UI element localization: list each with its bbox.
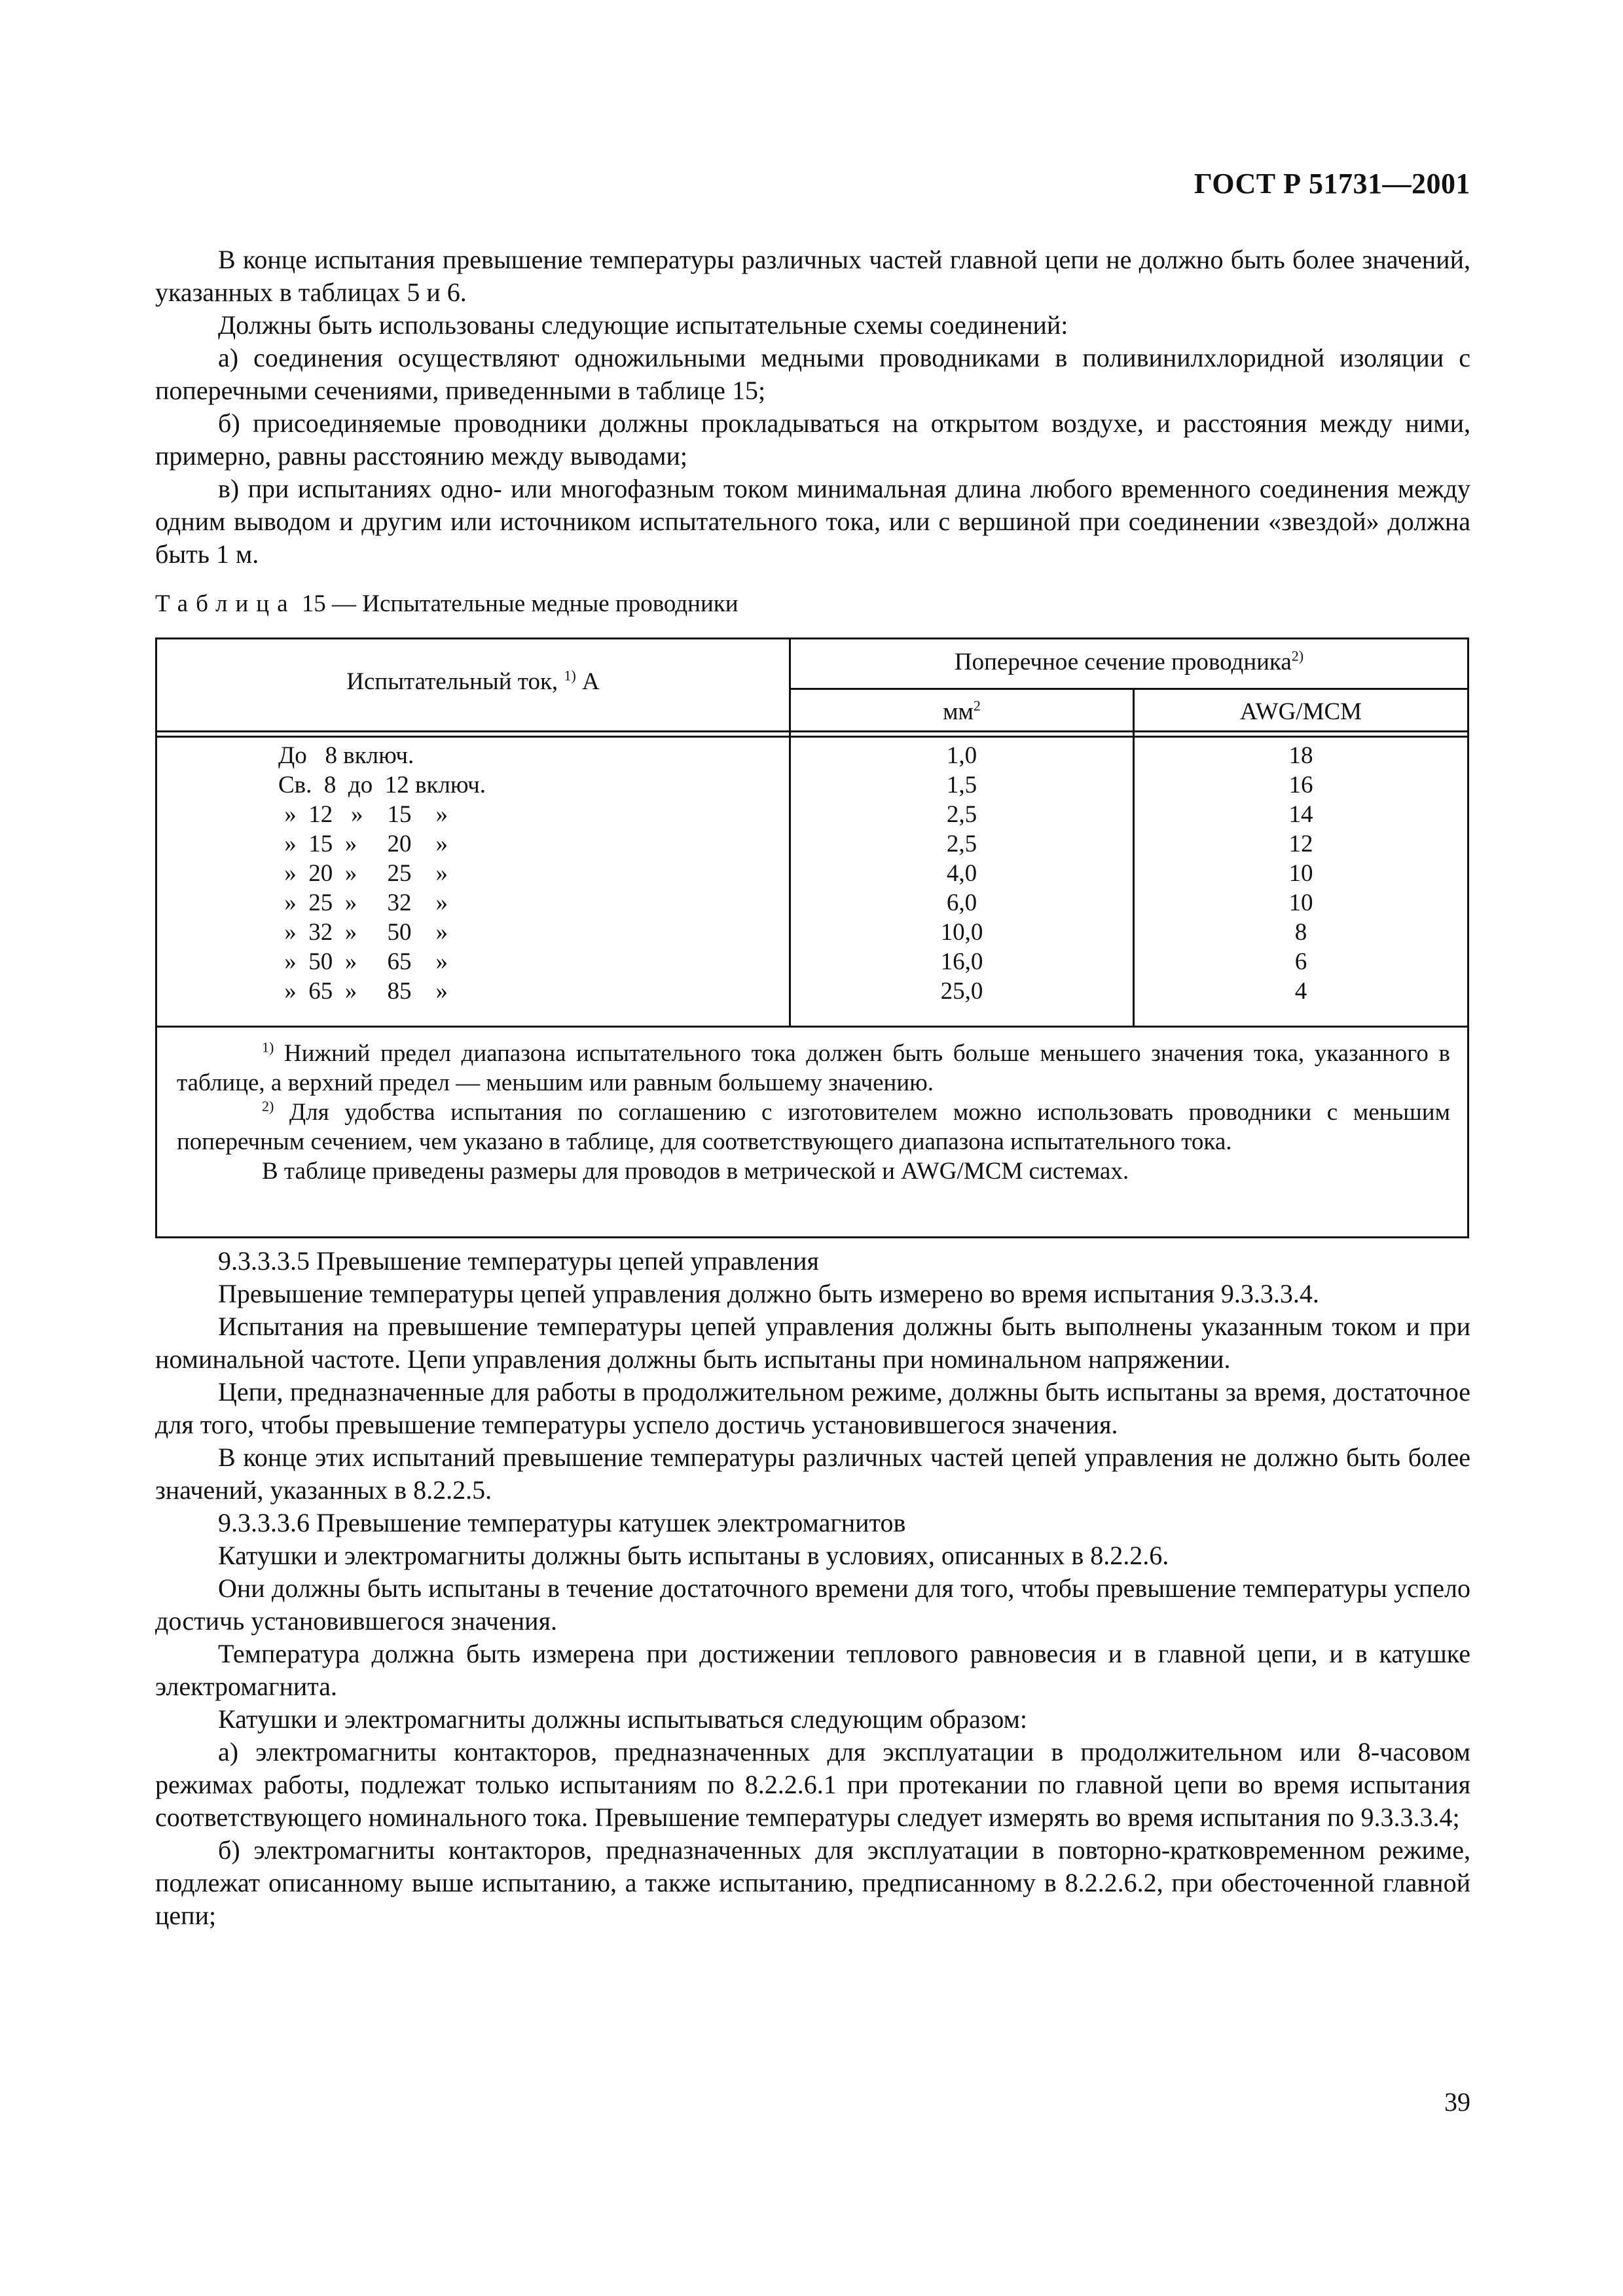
table-cell-mm2: 10,0 bbox=[940, 919, 983, 946]
table-cell-awg: 10 bbox=[1288, 860, 1313, 887]
table-cell-mm2: 1,0 bbox=[946, 742, 977, 769]
table-cell-current: » 20 » 25 » bbox=[278, 860, 448, 887]
table-cell-awg: 10 bbox=[1288, 889, 1313, 916]
paragraph: Превышение температуры цепей управления должно быть измерено во время испытания 9.3.3.3.4. bbox=[218, 1279, 1319, 1308]
table-cell-mm2: 25,0 bbox=[940, 978, 983, 1005]
table-cell-awg: 8 bbox=[1294, 919, 1307, 946]
table-note-3: В таблице приведены размеры для проводов в метрической и AWG/MCM системах. bbox=[262, 1158, 1129, 1185]
table-cell-mm2: 16,0 bbox=[940, 948, 983, 975]
paragraph: а) соединения осуществляют одножильными медными проводниками в поливинилхлоридной изоляции с поперечными сечениями, приведенными в таблице 15; bbox=[155, 343, 1470, 405]
table-cell-current: » 32 » 50 » bbox=[278, 919, 448, 946]
table-caption-word: Таблица bbox=[155, 590, 296, 617]
table-notes bbox=[177, 1039, 1450, 1186]
table-cell-mm2: 4,0 bbox=[946, 860, 977, 887]
table-caption bbox=[155, 588, 739, 620]
paragraph: Катушки и электромагниты должны быть испытаны в условиях, описанных в 8.2.2.6. bbox=[218, 1541, 1169, 1570]
paragraph: Катушки и электромагниты должны испытываться следующим образом: bbox=[218, 1704, 1027, 1734]
table-cell-current: Св. 8 до 12 включ. bbox=[278, 772, 486, 798]
table-note-2: $^{2)}$ Для удобства испытания по соглашению с изготовителем можно использовать проводники с меньшим поперечным сечением, чем указано в таблице, для соответствующего диапазона испытательного тока. bbox=[177, 1098, 1450, 1155]
section-heading: 9.3.3.3.6 Превышение температуры катушек электромагнитов bbox=[218, 1508, 906, 1537]
paragraph: Испытания на превышение температуры цепей управления должны быть выполнены указанным током и при номинальной частоте. Цепи управления должны быть испытаны при номинальном напряжении. bbox=[155, 1312, 1470, 1374]
table-caption-title: 15 — Испытательные медные проводники bbox=[295, 590, 739, 617]
paragraph: а) электромагниты контакторов, предназначенных для эксплуатации в продолжительном или 8-часовом режимах работы, подлежат только испытаниям по 8.2.2.6.1 при протекании по главной цепи во время испытания соответствующего номинального тока. Превышение температуры следует измерять во время испытания по 9.3.3.3.4; bbox=[155, 1737, 1470, 1832]
paragraph: Температура должна быть измерена при достижении теплового равновесия и в главной цепи, и в катушке электромагнита. bbox=[155, 1639, 1470, 1701]
standard-header: ГОСТ Р 51731—2001 bbox=[1194, 168, 1470, 200]
text-block-lower bbox=[155, 1245, 1470, 1932]
table-cell-current: » 50 » 65 » bbox=[278, 948, 448, 975]
header-awg: AWG/MCM bbox=[1239, 698, 1362, 725]
paragraph: Цепи, предназначенные для работы в продолжительном режиме, должны быть испытаны за время, достаточное для того, чтобы превышение температуры успело достичь установившегося значения. bbox=[155, 1377, 1470, 1439]
mm2-column bbox=[791, 741, 1133, 1006]
paragraph: б) присоединяемые проводники должны прокладываться на открытом воздухе, и расстояния между ними, примерно, равны расстоянию между выводами; bbox=[155, 408, 1470, 471]
header-cross-section: Поперечное сечение проводника$^{2)}$ bbox=[954, 647, 1304, 675]
page-number: 39 bbox=[1444, 2087, 1470, 2117]
paragraph: В конце этих испытаний превышение температуры различных частей цепей управления не должно быть более значений, указанных в 8.2.2.5. bbox=[155, 1443, 1470, 1505]
table-cell-mm2: 6,0 bbox=[946, 889, 977, 916]
paragraph: Они должны быть испытаны в течение достаточного времени для того, чтобы превышение температуры успело достичь установившегося значения. bbox=[155, 1573, 1470, 1636]
table-cell-current: » 65 » 85 » bbox=[278, 978, 448, 1005]
table-cell-awg: 4 bbox=[1294, 978, 1307, 1005]
table-cell-awg: 14 bbox=[1288, 801, 1313, 828]
conductor-table bbox=[155, 637, 1469, 1238]
section-heading: 9.3.3.3.5 Превышение температуры цепей управления bbox=[218, 1246, 819, 1276]
table-cell-awg: 12 bbox=[1288, 831, 1313, 857]
table-cell-mm2: 2,5 bbox=[946, 801, 977, 828]
table-cell-current: До 8 включ. bbox=[278, 742, 414, 769]
table-cell-mm2: 1,5 bbox=[946, 772, 977, 798]
header-mm2: $мм^2$ bbox=[943, 697, 981, 725]
paragraph: в) при испытаниях одно- или многофазным током минимальная длина любого временного соединения между одним выводом и другим или источником испытательного тока, или с вершиной при соединении «звездой» должна быть 1 м. bbox=[155, 474, 1470, 569]
text-block-upper bbox=[155, 243, 1470, 571]
table-cell-current: » 15 » 20 » bbox=[278, 831, 448, 857]
paragraph: б) электромагниты контакторов, предназначенных для эксплуатации в повторно-кратковременном режиме, подлежат описанному выше испытанию, а также испытанию, предписанному в 8.2.2.6.2, при обесточенной главной цепи; bbox=[155, 1835, 1470, 1930]
current-column bbox=[278, 741, 486, 1006]
table-cell-current: » 12 » 15 » bbox=[278, 801, 448, 828]
paragraph: В конце испытания превышение температуры различных частей главной цепи не должно быть более значений, указанных в таблицах 5 и 6. bbox=[155, 245, 1470, 307]
paragraph: Должны быть использованы следующие испытательные схемы соединений: bbox=[218, 310, 1068, 340]
table-cell-mm2: 2,5 bbox=[946, 831, 977, 857]
table-cell-awg: 16 bbox=[1288, 772, 1313, 798]
table-cell-awg: 18 bbox=[1288, 742, 1313, 769]
header-test-current: Испытательный ток, $^{1)}$ А bbox=[346, 667, 600, 695]
awg-column bbox=[1135, 741, 1467, 1006]
table-cell-current: » 25 » 32 » bbox=[278, 889, 448, 916]
table-note-1: $^{1)}$ Нижний предел диапазона испытательного тока должен быть больше меньшего значения тока, указанного в таблице, а верхний предел — меньшим или равным большему значению. bbox=[177, 1039, 1450, 1096]
table-cell-awg: 6 bbox=[1294, 948, 1307, 975]
